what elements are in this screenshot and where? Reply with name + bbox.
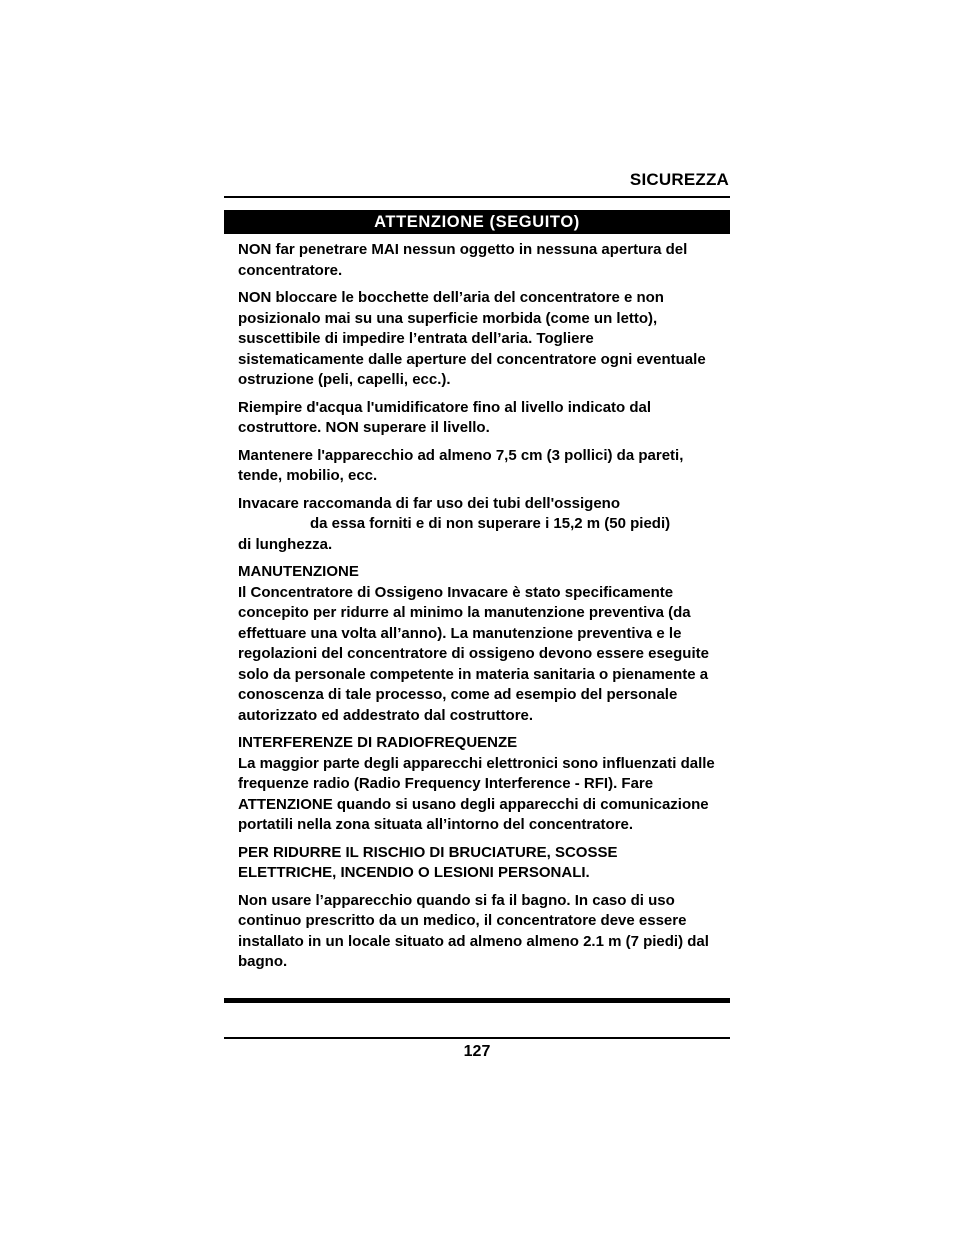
- paragraph-air-vents: NON bloccare le bocchette dell’aria del concentratore e non posizionalo mai su una superficie morbida (come un letto), suscettibile di impedire l’entrata dell’aria. Togliere sistematicamente dalle aperture del concentratore ogni eventuale ostruzione (peli, capelli, ecc.).: [238, 289, 706, 388]
- warning-heading: PER RIDURRE IL RISCHIO DI BRUCIATURE, SCOSSE ELETTRICHE, INCENDIO O LESIONI PERSONALI.: [238, 843, 618, 881]
- section-title: SICUREZZA: [629, 170, 729, 189]
- warning-text: Non usare l’apparecchio quando si fa il bagno. In caso di uso continuo prescritto da un medico, il concentratore deve essere installato in un locale situato ad almeno almeno 2.1 m (7 piedi) dal bagno.: [238, 891, 709, 970]
- paragraph-tubing: [238, 494, 718, 556]
- tubing-line-3: di lunghezza.: [238, 535, 333, 553]
- rfi-heading: INTERFERENZE DI RADIOFREQUENZE: [238, 734, 518, 751]
- tubing-line-1: Invacare raccomanda di far uso dei tubi dell'ossigeno: [238, 494, 621, 512]
- footer-divider: [224, 1037, 730, 1039]
- header-divider: [224, 196, 730, 198]
- content-end-divider: [224, 998, 730, 1003]
- maintenance-heading: MANUTENZIONE: [238, 563, 359, 580]
- page-content: [238, 240, 718, 980]
- tubing-line-2: da essa forniti e di non superare i 15,2 m (50 piedi): [310, 515, 671, 532]
- rfi-text: La maggior parte degli apparecchi elettronici sono influenzati dalle frequenze radio (Radio Frequency Interference - RFI). Fare ATTENZIONE quando si usano degli apparecchi di comunicazione portatili nella zona situata all’intorno del concentratore.: [238, 754, 715, 833]
- maintenance-text: Il Concentratore di Ossigeno Invacare è stato specificamente concepito per ridurre al minimo la manutenzione preventiva (da effettuare una volta all’anno). La manutenzione preventiva e le regolazioni del concentratore di ossigeno devono essere eseguite solo da personale competente in materia sanitaria o pienamente a conoscenza di tale processo, come ad esempio del personale autorizzato ed addestrato dal costruttore.: [238, 583, 709, 724]
- paragraph-no-objects: NON far penetrare MAI nessun oggetto in nessuna apertura del concentratore.: [238, 241, 688, 279]
- paragraph-distance: Mantenere l'apparecchio ad almeno 7,5 cm (3 pollici) da pareti, tende, mobilio, ecc.: [238, 446, 684, 484]
- attention-banner: ATTENZIONE (SEGUITO): [224, 210, 730, 234]
- page-number: 127: [463, 1043, 491, 1060]
- paragraph-humidifier: Riempire d'acqua l'umidificatore fino al livello indicato dal costruttore. NON superare il livello.: [238, 398, 652, 436]
